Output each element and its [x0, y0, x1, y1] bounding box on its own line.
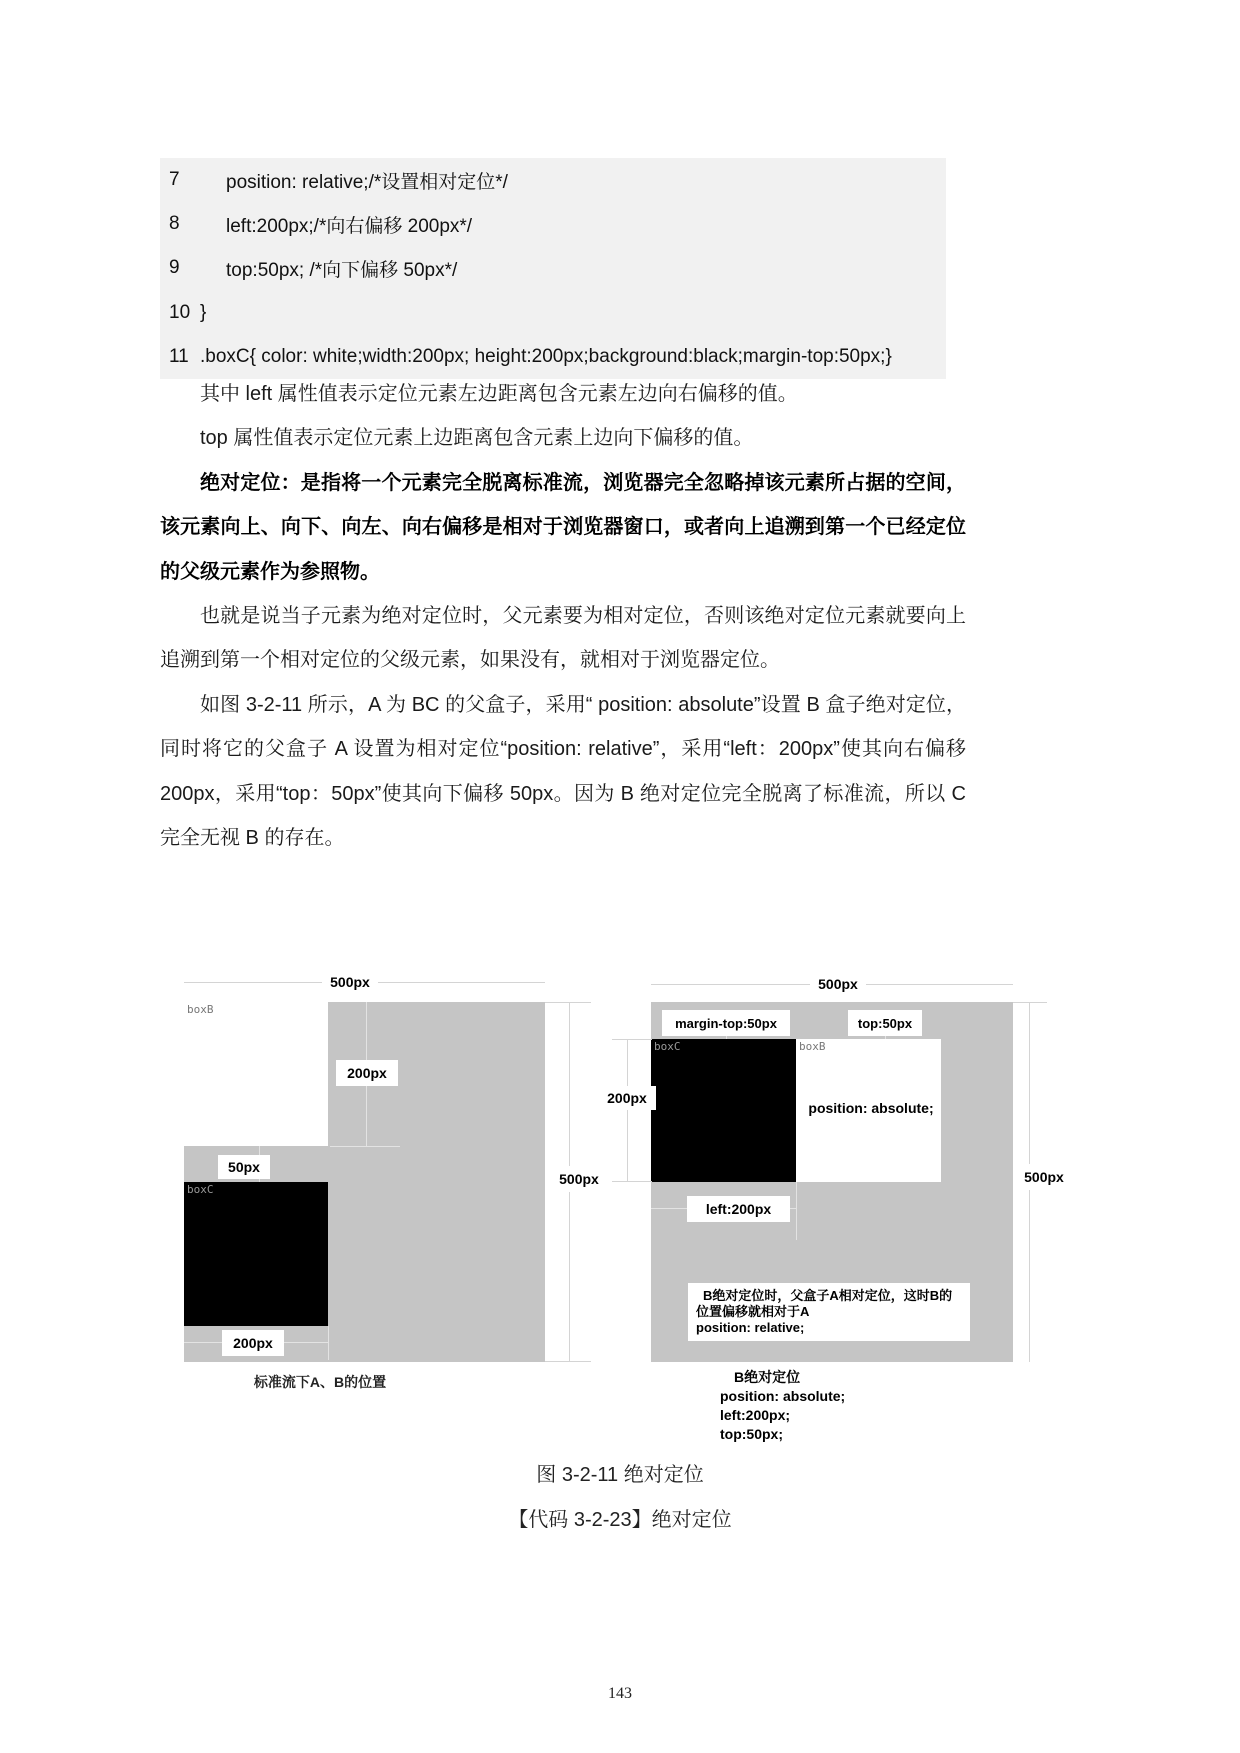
paragraph-absolute-definition: 绝对定位：是指将一个元素完全脱离标准流，浏览器完全忽略掉该元素所占据的空间，该元素向上、向下、向左、向右偏移是相对于浏览器窗口，或者向上追溯到第一个已经定位的父级元素作为参照物。	[160, 471, 966, 583]
code-line-number: 11	[169, 345, 189, 367]
code-line	[160, 202, 946, 246]
summary-line4: top:50px;	[720, 1426, 783, 1442]
code-line-number: 10	[169, 301, 191, 323]
left-boxC	[184, 1182, 328, 1326]
code-line-number: 9	[169, 257, 180, 279]
code-line	[160, 158, 946, 202]
code-line-number: 8	[169, 213, 180, 235]
code-line	[160, 291, 946, 335]
code-line-text: position: relative;/*设置相对定位*/	[226, 171, 508, 193]
right-left200-line-v	[796, 1182, 797, 1240]
paragraph-top-desc: top 属性值表示定位元素上边距离包含元素上边向下偏移的值。	[200, 427, 754, 450]
right-left200-label: left:200px	[687, 1196, 790, 1222]
page-number: 143	[608, 1685, 632, 1702]
left-container-boxA	[184, 1002, 545, 1362]
code-line-text: }	[200, 301, 207, 323]
right-margin-top-label: margin-top:50px	[662, 1010, 790, 1036]
left-gap-label: 50px	[218, 1155, 270, 1179]
right-boxC	[651, 1039, 796, 1182]
right-diagram-code-summary	[720, 1368, 950, 1444]
right-boxC-height-tick-top	[612, 1039, 652, 1040]
right-boxC-tag: boxC	[654, 1040, 681, 1053]
right-note-line3: position: relative;	[696, 1320, 805, 1335]
left-boxB	[184, 1002, 328, 1146]
summary-line3: left:200px;	[720, 1407, 791, 1423]
right-width-measure-label: 500px	[810, 972, 866, 996]
code-line-text: .boxC{ color: white;width:200px; height:200px;background:black;margin-top:50px;}	[200, 345, 892, 367]
paragraph-left-desc: 其中 left 属性值表示定位元素左边距离包含元素左边向右偏移的值。	[200, 383, 798, 405]
paragraph-parent-rule: 也就是说当子元素为绝对定位时，父元素要为相对定位，否则该绝对定位元素就要向上追溯到第一个相对定位的父级元素，如果没有，就相对于浏览器定位。	[160, 605, 966, 672]
left-boxC-width-tick	[328, 1326, 329, 1360]
left-boxB-height-label: 200px	[336, 1060, 398, 1086]
left-height-measure-tick-top	[545, 1002, 591, 1003]
summary-line2: position: absolute;	[720, 1388, 846, 1404]
left-diagram-caption: 标准流下A、B的位置	[253, 1374, 387, 1390]
paragraph-figure-explanation: 如图 3-2-11 所示，A 为 BC 的父盒子，采用“ position: absolute”设置 B 盒子绝对定位，同时将它的父盒子 A 设置为相对定位“position: relative”，采用“left：200px”使其向右偏移 200px，采用“top：50px”使其向下偏移 50px。因为 B 绝对定位完全脱离了标准流，所以 C 完全无视 B 的存在。	[160, 693, 966, 850]
right-note-line2: 位置偏移就相对于A	[696, 1304, 810, 1319]
code-line	[160, 246, 946, 290]
left-boxB-height-tick	[330, 1146, 400, 1147]
body-text	[160, 372, 966, 860]
left-height-measure-label: 500px	[553, 1166, 605, 1192]
code-line-text: top:50px; /*向下偏移 50px*/	[226, 259, 458, 281]
code-line-number: 7	[169, 169, 180, 191]
left-height-measure-tick-bottom	[545, 1361, 591, 1362]
left-boxC-width-label: 200px	[222, 1330, 284, 1356]
right-height-measure-label: 500px	[1017, 1164, 1071, 1190]
left-boxC-tag: boxC	[187, 1183, 214, 1196]
right-boxC-height-label: 200px	[598, 1086, 656, 1110]
right-boxC-height-line	[627, 1039, 628, 1182]
left-boxB-tag: boxB	[187, 1003, 214, 1016]
figure-caption: 图 3-2-11 绝对定位	[536, 1464, 704, 1486]
right-boxC-height-tick-bottom	[612, 1181, 652, 1182]
left-width-measure-label: 500px	[322, 970, 378, 994]
right-note-line1: B绝对定位时，父盒子A相对定位，这时B的	[703, 1288, 953, 1303]
right-note-box	[688, 1283, 970, 1341]
right-top50-label: top:50px	[848, 1010, 922, 1036]
right-boxB-tag: boxB	[799, 1040, 826, 1053]
right-height-measure-tick	[1013, 1002, 1047, 1003]
code-line-text: left:200px;/*向右偏移 200px*/	[226, 215, 473, 237]
figure-3-2-11	[155, 870, 1085, 1480]
right-container-boxA	[651, 1002, 1013, 1362]
right-boxB-absolute-text: position: absolute;	[808, 1100, 934, 1116]
code-caption: 【代码 3-2-23】绝对定位	[508, 1509, 732, 1531]
summary-line1: B绝对定位	[734, 1369, 801, 1385]
code-block	[160, 158, 946, 379]
